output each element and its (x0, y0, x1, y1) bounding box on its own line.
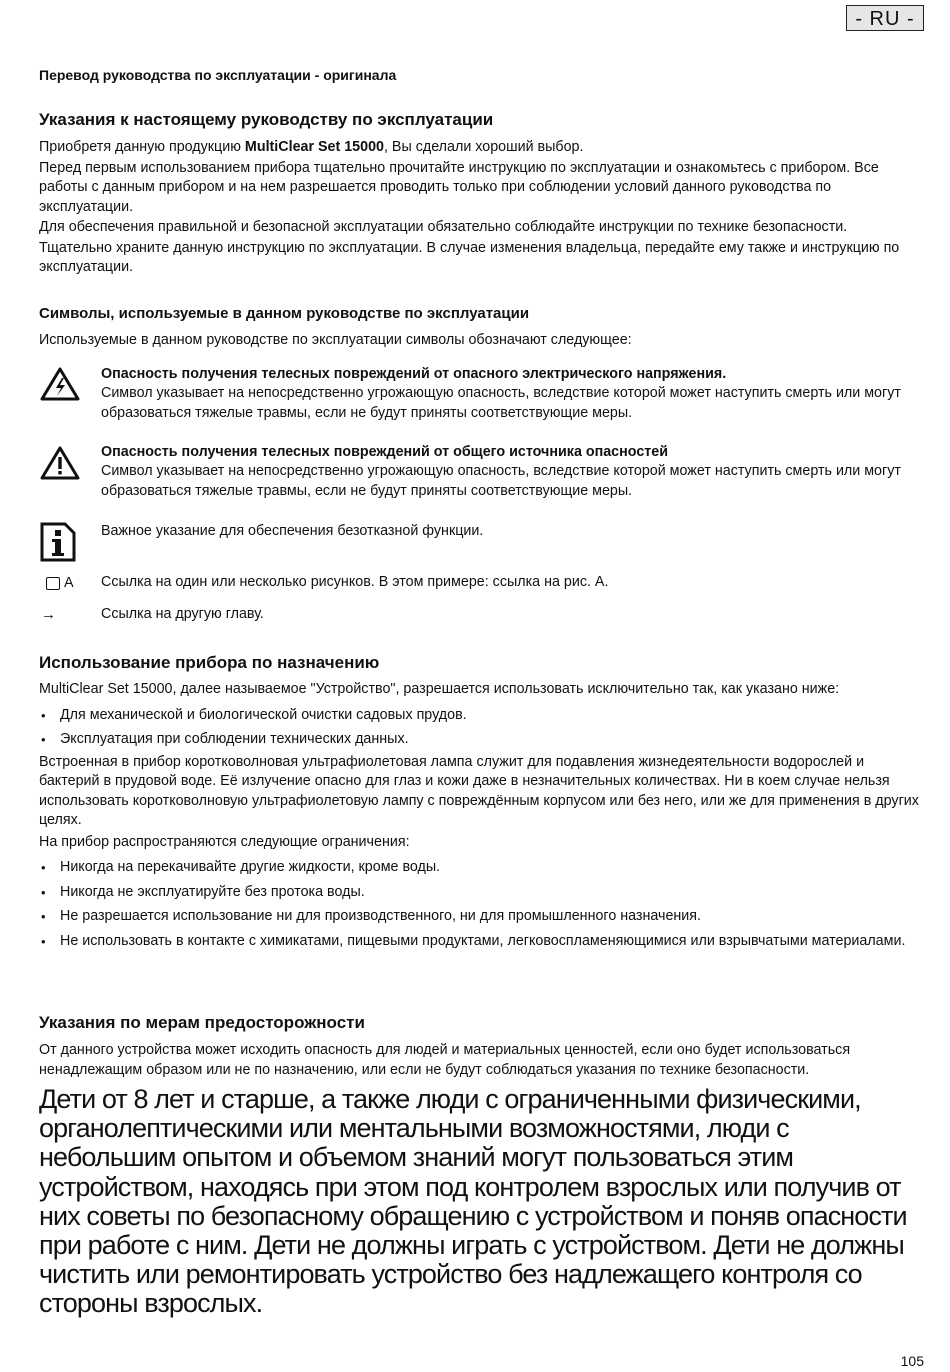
symbols-title: Символы, используемые в данном руководстве по эксплуатации (39, 305, 530, 322)
language-badge: - RU - (846, 5, 924, 31)
symbol-description: Ссылка на другую главу. (101, 606, 264, 622)
section-manual-notes (39, 110, 919, 278)
section-title: Указания к настоящему руководству по эксплуатации (39, 110, 494, 129)
paragraph: Перед первым использованием прибора тщательно прочитайте инструкцию по эксплуатации и ознакомьтесь с прибором. Все работы с данным прибором и на нем разрешается проводить только при соблюдении условий данного руководства по эксплуатации. (39, 159, 879, 215)
symbol-title: Опасность получения телесных повреждений от общего источника опасностей (101, 444, 669, 460)
paragraph (39, 138, 919, 158)
section-title: Использование прибора по назначению (39, 653, 380, 672)
paragraph: На прибор распространяются следующие ограничения: (39, 833, 410, 850)
paragraph: Для обеспечения правильной и безопасной эксплуатации обязательно соблюдайте инструкции по технике безопасности. (39, 219, 848, 235)
paragraph: От данного устройства может исходить опасность для людей и материальных ценностей, если оно будет использоваться ненадлежащим образом или не по назначению, или если не будут соблюдаться указания по технике безопасности. (39, 1042, 851, 1078)
symbol-description: Важное указание для обеспечения безотказной функции. (101, 523, 484, 539)
product-name: MultiClear Set 15000 (244, 139, 384, 155)
list-item: • Эксплуатация при соблюдении технических данных. (39, 730, 919, 750)
list-restrictions (39, 858, 919, 951)
symbol-description: Ссылка на один или несколько рисунков. В этом примере: ссылка на рис. A. (101, 574, 609, 590)
children-safety-notice: Дети от 8 лет и старше, а также люди с ограниченными физическими, органолептическими или ментальными возможностями, люди с небольшим опытом и объемом знаний могут пользоваться этим устройством, находясь при этом под контролем взрослых или получив от них советы по безопасному обращению с устройством и поняв опасности при работе с ним. Дети не должны играть с устройством. Дети не должны чистить или ремонтировать устройство без надлежащего контроля со стороны взрослых. (39, 1084, 907, 1319)
paragraph: Встроенная в прибор коротковолновая ультрафиолетовая лампа служит для подавления жизнедеятельности водорослей и бактерий в прудовой воде. Её излучение опасно для глаз и кожи даже в незначительных количествах. Ни в коем случае нельзя использовать коротковолновую ультрафиолетовую лампу с повреждённым корпусом или без него, или же для применения в других целях. (39, 753, 919, 828)
symbol-title: Опасность получения телесных повреждений от опасного электрического напряжения. (101, 366, 727, 382)
general-hazard-icon (39, 445, 81, 481)
list-item: • Никогда на перекачивайте другие жидкости, кроме воды. (39, 858, 919, 878)
page-number: 105 (900, 1353, 924, 1369)
electric-hazard-icon (39, 366, 81, 402)
list-permitted-use (39, 706, 919, 750)
symbol-description: Символ указывает на непосредственно угрожающую опасность, вследствие которой может наступить смерть или могут образоваться тяжелые травмы, если не будут приняты соответствующие меры. (101, 463, 901, 499)
arrow-right-icon: → (41, 606, 56, 623)
text-run: Приобретя данную продукцию (39, 139, 245, 155)
document-subtitle: Перевод руководства по эксплуатации - оригинала (39, 67, 397, 83)
list-item: • Не использовать в контакте с химикатами, пищевыми продуктами, легковоспламеняющимися или взрывчатыми материалами. (39, 932, 919, 952)
frame-icon (46, 577, 60, 590)
figure-ref-icon (46, 575, 74, 591)
section-intended-use (39, 653, 919, 951)
list-item: • Никогда не эксплуатируйте без протока воды. (39, 883, 919, 903)
symbol-description: Символ указывает на непосредственно угрожающую опасность, вследствие которой может наступить смерть или могут образоваться тяжелые травмы, если не будут приняты соответствующие меры. (101, 385, 901, 421)
list-item: • Для механической и биологической очистки садовых прудов. (39, 706, 919, 726)
symbols-intro: Используемые в данном руководстве по эксплуатации символы обозначают следующее: (39, 332, 632, 348)
section-safety (39, 1013, 919, 1319)
text-run: , Вы сделали хороший выбор. (383, 139, 584, 155)
info-icon (39, 521, 77, 563)
paragraph: Тщательно храните данную инструкцию по эксплуатации. В случае изменения владельца, передайте ему также и инструкцию по эксплуатации. (39, 239, 900, 275)
section-title: Указания по мерам предосторожности (39, 1013, 365, 1032)
figure-ref-prefix: A (64, 575, 74, 591)
list-item: • Не разрешается использование ни для производственного, ни для промышленного назначения. (39, 907, 919, 927)
paragraph: MultiClear Set 15000, далее называемое "Устройство", разрешается использовать исключительно так, как указано ниже: (39, 681, 840, 697)
